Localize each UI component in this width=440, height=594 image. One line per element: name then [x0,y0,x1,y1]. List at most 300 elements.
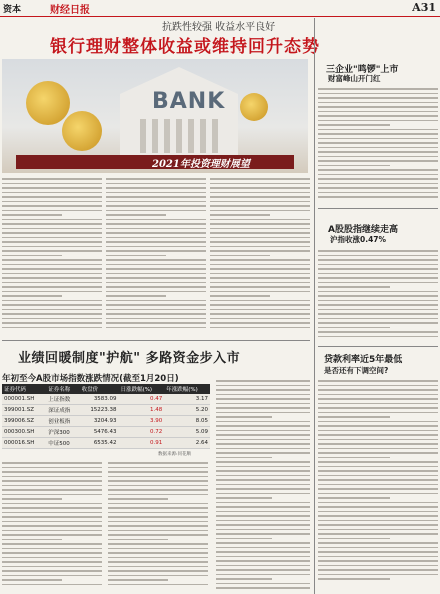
text-line [2,309,102,311]
table-cell: 399006.SZ [2,416,46,427]
text-line [210,264,310,266]
coin-icon [62,111,102,151]
page-number: A31 [412,1,436,14]
text-line [318,533,438,535]
text-line [2,539,62,541]
table-cell: 3204.93 [80,416,119,427]
text-line [216,443,310,445]
right-divider [318,346,438,347]
text-line [2,575,102,577]
text-line [106,327,206,329]
table-column-header: 收盘价 [80,384,119,394]
text-line [2,205,102,207]
table-cell: 0.72 [119,427,165,438]
text-line [106,318,206,320]
table-cell: 000300.SH [2,427,46,438]
text-line [108,530,208,532]
table-cell: 3.90 [119,416,165,427]
text-line [210,187,310,189]
text-line [210,232,310,234]
text-line [2,552,102,554]
text-line [210,313,310,315]
text-line [210,309,310,311]
text-line [318,416,390,418]
text-line [210,192,310,194]
text-line [318,556,438,558]
text-line [216,461,310,463]
bank-illustration [2,59,308,173]
text-line [216,457,272,459]
text-line [210,183,310,185]
text-line [318,515,438,517]
table-row [2,405,210,416]
text-line [106,313,206,315]
text-line [318,461,438,463]
table-cell: 5.20 [164,405,210,416]
text-line [106,183,206,185]
text-line [2,219,102,221]
text-line [2,480,102,482]
text-line [216,551,310,553]
text-line [106,286,206,288]
story2-column-1 [2,462,102,588]
text-line [318,430,438,432]
text-line [106,250,206,252]
text-line [216,556,310,558]
text-line [318,560,438,562]
table-cell: 2.64 [164,438,210,449]
text-line [2,232,102,234]
text-line [2,246,102,248]
text-line [318,457,390,459]
text-line [210,241,310,243]
text-line [106,205,206,207]
table-column-header: 日涨跌幅(%) [119,384,165,394]
text-line [106,295,166,297]
text-line [2,489,102,491]
text-line [318,569,438,571]
paper-logo: 财经日报 [50,5,90,16]
text-line [106,178,206,180]
text-line [108,570,208,572]
text-line [216,421,310,423]
text-line [318,448,438,450]
table-source: 数据来源:同花顺 [158,452,192,457]
text-line [108,543,208,545]
text-line [216,434,310,436]
text-line [210,214,270,216]
text-line [216,380,310,382]
text-line [318,331,438,333]
text-line [210,268,310,270]
text-line [216,416,272,418]
text-line [2,268,102,270]
text-line [318,322,438,324]
text-line [318,115,438,117]
text-line [318,542,438,544]
text-line [318,120,438,122]
text-line [106,201,206,203]
table-cell: 上证指数 [46,394,79,405]
text-line [318,565,438,567]
text-line [318,282,438,284]
text-line [108,494,208,496]
text-line [216,542,310,544]
text-line [108,480,208,482]
text-line [108,516,208,518]
text-line [210,178,310,180]
text-line [318,264,438,266]
text-line [108,485,208,487]
text-line [318,309,438,311]
text-line [108,507,208,509]
text-line [2,214,62,216]
table-cell: 沪深300 [46,427,79,438]
text-line [318,174,438,176]
text-line [2,183,102,185]
text-line [108,575,208,577]
text-line [318,547,438,549]
text-line [2,584,102,586]
text-line [318,511,438,513]
table-title: 年初至今A股市场指数涨跌情况(截至1月20日) [2,374,179,384]
banner-text: 2021年投资理财展望 [152,159,250,170]
text-line [2,471,102,473]
text-line [2,557,102,559]
text-line [106,268,206,270]
text-line [318,286,390,288]
table-row [2,438,210,449]
text-line [318,133,438,135]
text-line [2,516,102,518]
text-line [210,237,310,239]
text-line [2,494,102,496]
text-line [318,124,390,126]
text-line [318,425,438,427]
text-line [318,304,438,306]
text-line [106,259,206,261]
table-cell: 中证500 [46,438,79,449]
table-column-header: 证券代码 [2,384,46,394]
text-line [2,512,102,514]
text-line [106,277,206,279]
text-line [318,421,438,423]
story-divider [2,340,310,341]
text-line [318,300,438,302]
text-line [318,475,438,477]
right-box2-title: A股股指继续走高 [328,225,398,235]
text-line [216,430,310,432]
text-line [210,300,310,302]
text-line [210,327,310,329]
text-line [216,466,310,468]
text-line [2,250,102,252]
text-line [2,264,102,266]
text-line [2,318,102,320]
text-line [108,584,208,586]
text-line [2,503,102,505]
table-cell: 000016.SH [2,438,46,449]
table-cell: 创业板指 [46,416,79,427]
page-header [0,0,440,17]
text-line [2,228,102,230]
text-line [210,291,310,293]
text-line [318,273,438,275]
text-line [210,210,310,212]
text-line [106,219,206,221]
text-line [2,327,102,329]
text-line [108,552,208,554]
text-line [318,142,438,144]
text-line [2,561,102,563]
text-line [216,560,310,562]
text-line [210,196,310,198]
text-line [2,566,102,568]
text-line [216,425,310,427]
right-box1-subtitle: 财富峰山开门红 [328,74,381,83]
text-line [106,309,206,311]
table-column-header: 证券名称 [46,384,79,394]
table-row [2,394,210,405]
text-line [318,497,390,499]
text-line [318,111,438,113]
text-line [2,178,102,180]
text-line [2,187,102,189]
text-line [318,327,390,329]
text-line [2,196,102,198]
text-line [318,479,438,481]
section-label: 资本 [3,5,22,15]
story1-kicker: 抗跌性较强 收益水平良好 [162,22,276,33]
text-line [216,448,310,450]
text-line [318,484,438,486]
text-line [106,196,206,198]
text-line [318,452,438,454]
text-line [216,524,310,526]
text-line [216,587,310,589]
text-line [216,538,272,540]
text-line [318,192,438,194]
text-line [318,574,438,576]
text-line [318,151,438,153]
text-line [210,201,310,203]
text-line [318,183,438,185]
right-box1-title: 三企业"鸣锣"上市 [326,65,399,75]
table-row [2,427,210,438]
text-line [318,502,438,504]
table-cell: 1.48 [119,405,165,416]
table-body [2,394,210,449]
table-cell: 15223.38 [80,405,119,416]
table-cell: 深证成指 [46,405,79,416]
text-line [2,277,102,279]
text-line [318,407,438,409]
text-line [106,223,206,225]
text-line [216,574,310,576]
bank-columns [140,119,220,153]
text-line [108,548,208,550]
text-line [216,502,310,504]
right-box3-text [318,380,438,583]
text-line [106,246,206,248]
text-line [216,520,310,522]
table-column-header: 年涨跌幅(%) [164,384,210,394]
text-line [2,525,102,527]
text-line [2,201,102,203]
text-line [106,228,206,230]
text-line [216,565,310,567]
text-line [106,255,166,257]
text-line [318,138,438,140]
text-line [210,277,310,279]
text-line [318,529,438,531]
text-line [106,304,206,306]
text-line [318,538,390,540]
text-line [216,484,310,486]
text-line [2,286,102,288]
text-line [2,273,102,275]
text-line [106,214,166,216]
coin-icon [240,93,268,121]
text-line [210,295,270,297]
text-line [210,282,310,284]
text-line [2,476,102,478]
text-line [108,489,208,491]
text-line [2,467,102,469]
text-line [108,498,168,500]
text-line [2,579,62,581]
text-line [318,394,438,396]
text-line [216,506,310,508]
text-line [2,530,102,532]
text-line [318,106,438,108]
text-line [108,476,208,478]
text-line [216,497,272,499]
text-line [318,93,438,95]
text-line [108,561,208,563]
text-line [2,543,102,545]
text-line [216,407,310,409]
table-cell: 0.91 [119,438,165,449]
text-line [210,219,310,221]
right-divider [318,208,438,209]
text-line [318,277,438,279]
text-line [2,304,102,306]
text-line [2,521,102,523]
text-line [318,443,438,445]
text-line [2,255,62,257]
table-cell: 399001.SZ [2,405,46,416]
text-line [216,578,272,580]
text-line [108,579,168,581]
table-row [2,416,210,427]
text-line [2,498,62,500]
text-line [318,178,438,180]
table-cell: 3.17 [164,394,210,405]
text-line [108,557,208,559]
story1-column-2 [106,178,206,331]
text-line [210,304,310,306]
story1-column-3 [210,178,310,331]
text-line [2,210,102,212]
story1-headline: 银行理财整体收益或维持回升态势 [50,37,320,57]
text-line [318,488,438,490]
bank-sign: BANK [152,89,226,114]
text-line [2,462,102,464]
text-line [318,336,438,338]
text-line [216,398,310,400]
text-line [2,570,102,572]
text-line [318,398,438,400]
text-line [318,129,438,131]
text-line [318,313,438,315]
text-line [216,403,310,405]
text-line [318,259,438,261]
text-line [108,521,208,523]
text-line [318,412,438,414]
text-line [108,525,208,527]
text-line [108,512,208,514]
text-line [318,250,438,252]
text-line [2,313,102,315]
text-line [318,439,438,441]
text-line [108,503,208,505]
right-box2-subtitle: 沪指收涨0.47% [330,235,387,244]
text-line [2,507,102,509]
text-line [318,385,438,387]
table-cell: 5476.43 [80,427,119,438]
text-line [108,471,208,473]
text-line [318,169,438,171]
text-line [2,300,102,302]
table-cell: 8.05 [164,416,210,427]
text-line [216,412,310,414]
text-line [2,534,102,536]
text-line [106,273,206,275]
text-line [2,259,102,261]
text-line [2,548,102,550]
text-line [216,439,310,441]
text-line [2,237,102,239]
table-cell: 000001.SH [2,394,46,405]
text-line [318,187,438,189]
text-line [318,165,390,167]
text-line [318,268,438,270]
text-line [318,470,438,472]
story2-column-2 [108,462,208,588]
text-line [216,529,310,531]
table-header-row [2,384,210,394]
right-box2-text [318,250,438,340]
text-line [2,291,102,293]
text-line [106,241,206,243]
text-line [106,282,206,284]
text-line [216,452,310,454]
text-line [318,291,438,293]
text-line [2,485,102,487]
text-line [216,488,310,490]
text-line [2,282,102,284]
story2-headline: 业绩回暖制度"护航" 多路资金步入市 [18,351,241,366]
text-line [106,192,206,194]
right-box3-title: 贷款利率近5年最低 [324,355,403,365]
text-line [216,475,310,477]
right-box3-subtitle: 是否还有下调空间? [324,366,389,375]
text-line [210,223,310,225]
text-line [318,196,438,198]
story1-column-1 [2,178,102,331]
index-table [2,384,210,449]
